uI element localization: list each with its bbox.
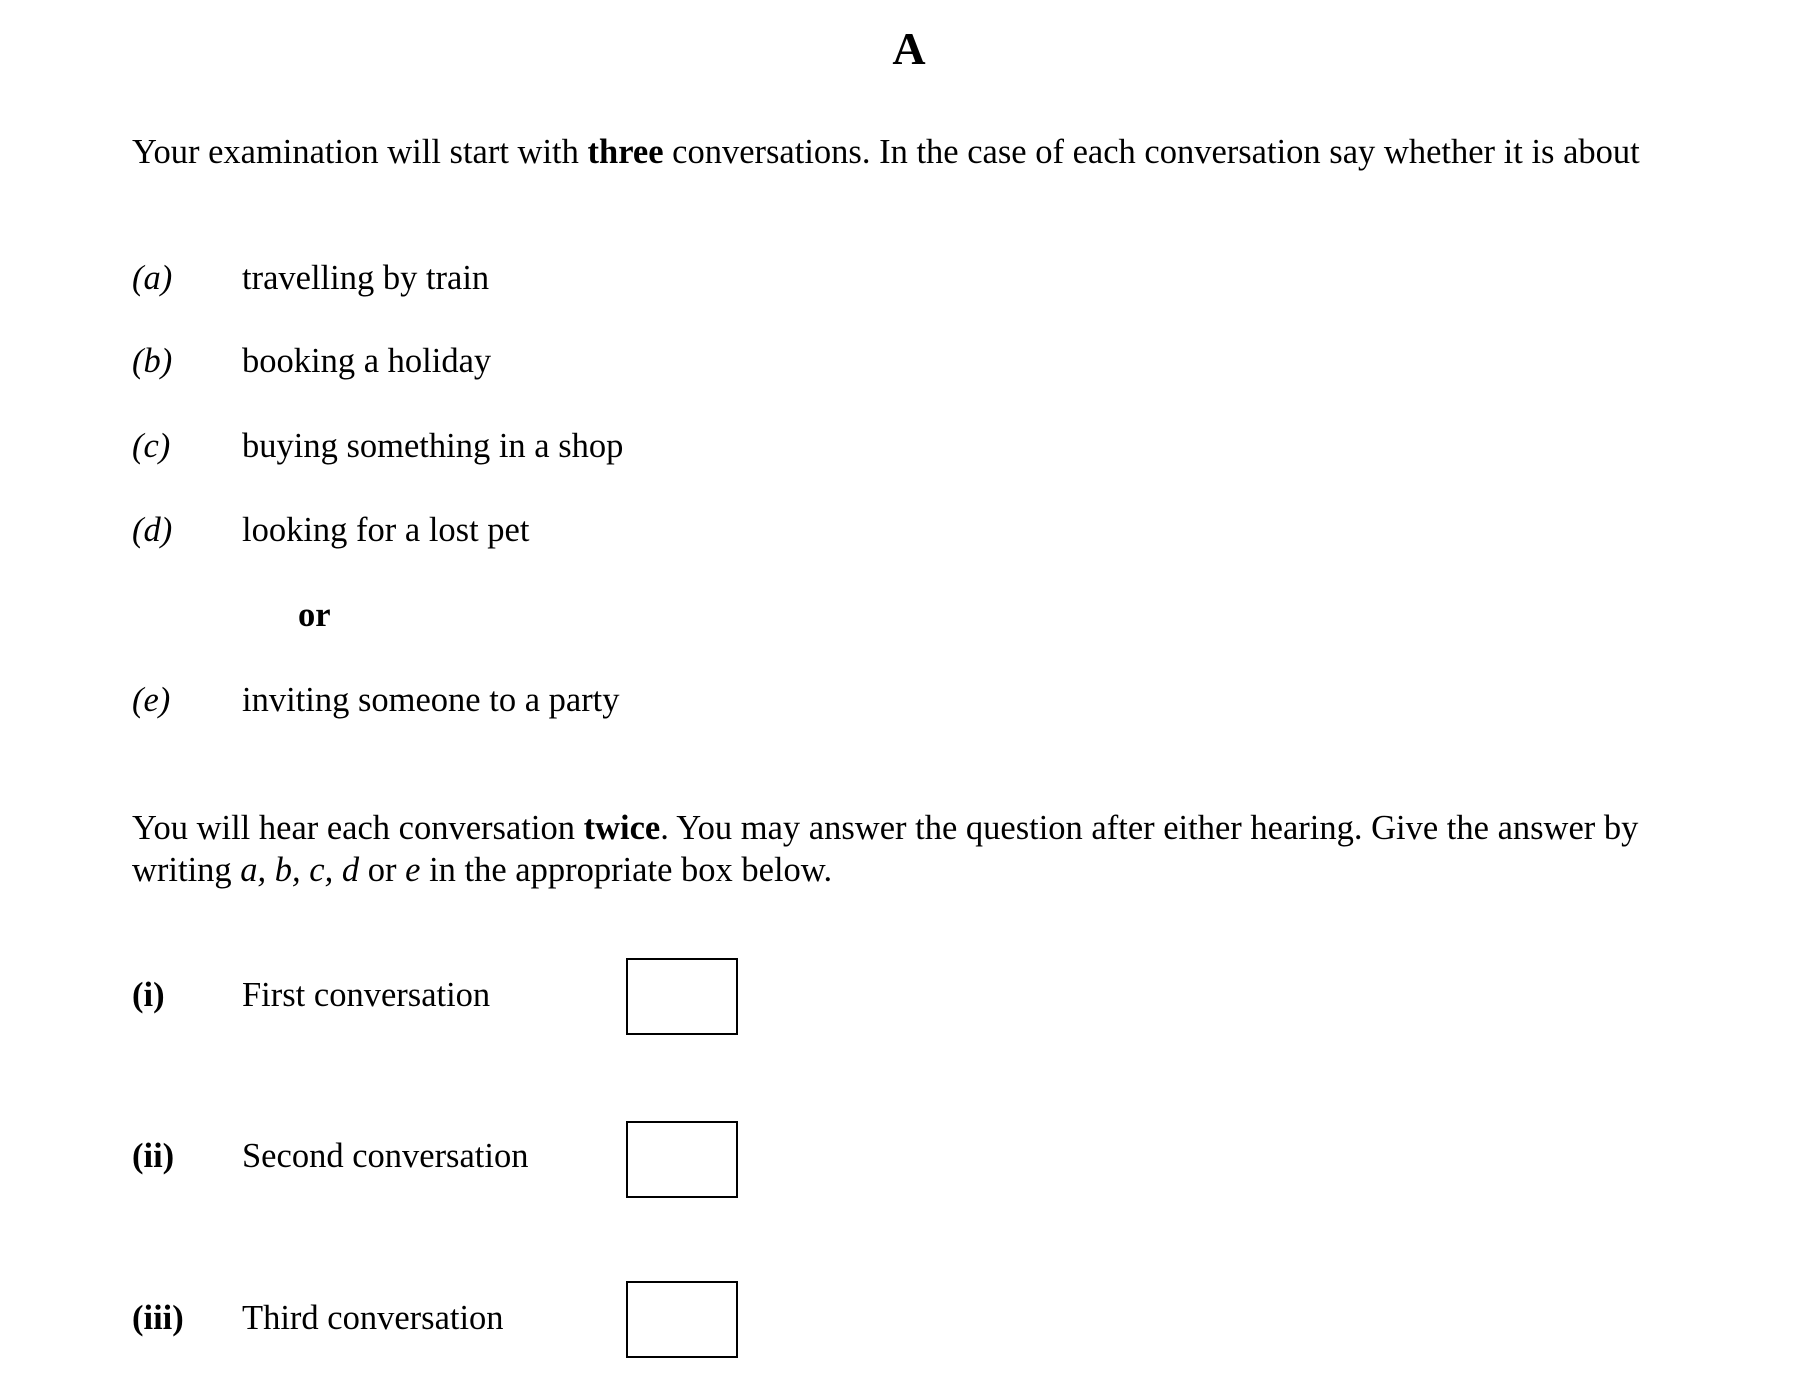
intro-text-1: Your examination will start with bbox=[132, 133, 588, 171]
question-i-label: (i) bbox=[132, 976, 165, 1014]
question-ii-text: Second conversation bbox=[242, 1137, 529, 1175]
option-b-label: (b) bbox=[132, 342, 173, 380]
answer-box-third[interactable] bbox=[626, 1281, 738, 1358]
option-d-label: (d) bbox=[132, 511, 173, 549]
instructions-letters: a, b, c, d bbox=[240, 851, 360, 889]
option-a-label: (a) bbox=[132, 259, 173, 297]
option-a-text: travelling by train bbox=[242, 259, 490, 297]
instructions-text-3: in the appropriate box below. bbox=[420, 851, 833, 889]
option-b-text: booking a holiday bbox=[242, 342, 492, 380]
answer-box-second[interactable] bbox=[626, 1121, 738, 1198]
or-separator: or bbox=[298, 596, 331, 634]
option-e-label: (e) bbox=[132, 681, 171, 719]
option-e-text: inviting someone to a party bbox=[242, 681, 620, 719]
intro-paragraph bbox=[132, 131, 1672, 173]
question-i-text: First conversation bbox=[242, 976, 491, 1014]
question-ii-label: (ii) bbox=[132, 1137, 175, 1175]
instructions-paragraph bbox=[132, 807, 1672, 891]
instructions-text-1: You will hear each conversation bbox=[132, 809, 584, 847]
instructions-or: or bbox=[359, 851, 406, 889]
intro-text-2: conversations. In the case of each conversation say whether it is about bbox=[663, 133, 1640, 171]
intro-bold: three bbox=[587, 133, 664, 171]
answer-box-first[interactable] bbox=[626, 958, 738, 1035]
section-title: A bbox=[892, 23, 926, 74]
question-iii-text: Third conversation bbox=[242, 1299, 504, 1337]
instructions-bold: twice bbox=[583, 809, 661, 847]
option-d-text: looking for a lost pet bbox=[242, 511, 530, 549]
question-iii-label: (iii) bbox=[132, 1299, 184, 1337]
option-c-label: (c) bbox=[132, 427, 171, 465]
option-c-text: buying something in a shop bbox=[242, 427, 624, 465]
instructions-letter-e: e bbox=[405, 851, 421, 889]
instructions-text-2: . You may answer the question after either hearing. Give the answer by writing bbox=[132, 809, 1639, 889]
